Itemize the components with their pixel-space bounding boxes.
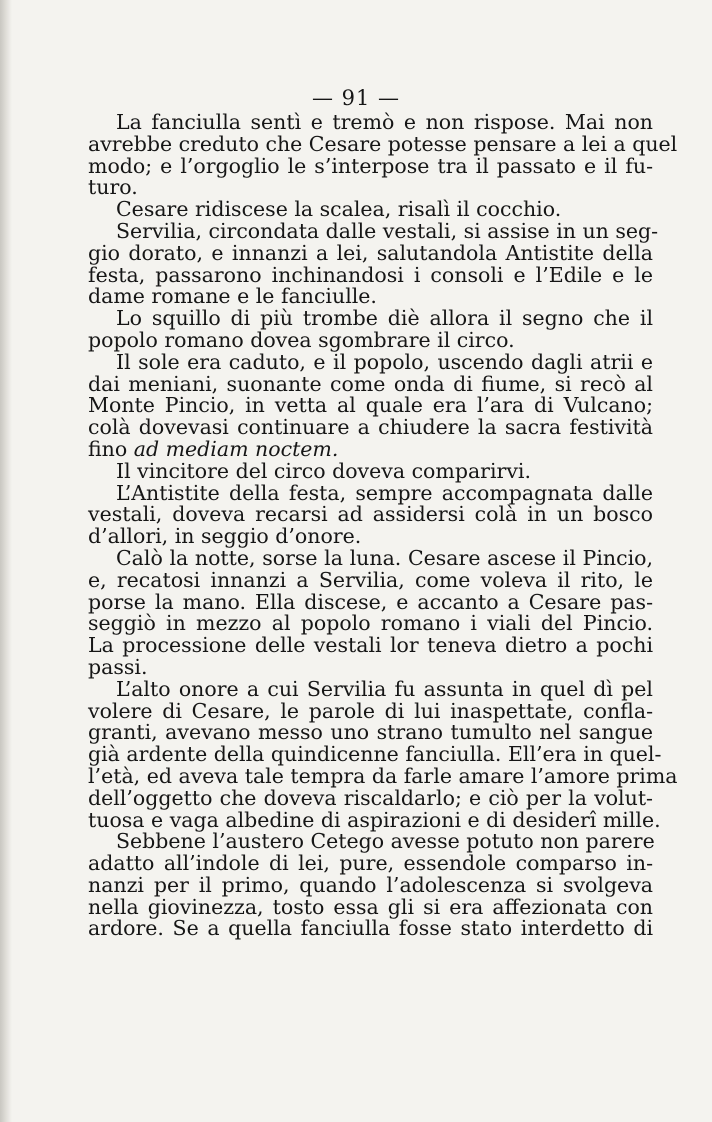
text-line [88,722,653,744]
text-line [88,262,653,287]
text-line [88,853,653,875]
text-line [88,308,653,330]
italic-phrase: ad mediam noctem. [133,436,339,461]
text-line-content: L’alto onore a cui Servilia fu assunta in quel dì pel [116,676,653,701]
text-line-content: turo. [88,175,138,200]
text-line [88,613,653,635]
text-line-content: d’allori, in seggio d’onore. [88,524,362,549]
text-line-content: Calò la notte, sorse la luna. Cesare ascese il Pincio, [116,545,653,570]
text-line-content: porse la mano. Ella discese, e accanto a Cesare pas- [88,589,653,614]
text-line-content: festa, passarono inchinandosi i consoli e l’Edile e le [88,262,653,287]
text-line-content: popolo romano dovea sgombrare il circo. [88,327,515,352]
body-text [88,110,678,941]
text-line-content: dell’oggetto che doveva riscaldarlo; e ciò per la volut- [88,785,653,810]
text-line-content: avrebbe creduto che Cesare potesse pensare a lei a quel [88,131,678,156]
text-line-content: Il vincitore del circo doveva comparirvi. [116,458,531,483]
text-line-content: volere di Cesare, le parole di lui inaspettate, confla- [88,698,653,723]
text-line [88,153,653,178]
text-line-content: Lo squillo di più trombe diè allora il segno che il [116,306,653,331]
text-line [88,199,653,221]
text-line [88,526,653,548]
text-line-content: nella giovinezza, tosto essa gli si era affezionata con [88,894,653,919]
text-line [88,286,653,308]
text-line [88,131,678,156]
text-line [88,918,653,940]
text-line [88,894,653,919]
text-line-content: tuosa e vaga albedine di aspirazioni e di desiderî mille. [88,807,661,832]
page-number: — 91 — [311,86,401,110]
text-line [88,327,653,352]
binding-edge [0,0,12,1122]
text-line-content: Monte Pincio, in vetta al quale era l’ara di Vulcano; [88,393,653,418]
text-line [88,177,653,199]
text-line [88,831,653,853]
text-line-content: l’età, ed aveva tale tempra da farle amare l’amore prima [88,763,678,788]
text-line [88,480,653,505]
text-line [88,635,653,657]
text-line [88,371,653,396]
text-line [88,112,653,134]
text-line-content: già ardente della quindicenne fanciulla. Ell’era in quel- [88,742,662,767]
text-line-content: La processione delle vestali lor teneva dietro a pochi [88,633,653,658]
text-line-content: gio dorato, e innanzi a lei, salutandola Antistite della [88,240,653,265]
text-line [88,504,653,526]
text-line-content: passi. [88,654,148,679]
text-line-content: dai meniani, suonante come onda di fiume, si recò al [88,371,653,396]
text-line-content: La fanciulla sentì e tremò e non rispose. Mai non [116,110,653,134]
text-line [88,417,653,439]
text-line-content: colà dovevasi continuare a chiudere la sacra festività [88,415,653,440]
text-line-content: fino [88,436,128,461]
text-line [88,545,653,570]
text-line-content: Servilia, circondata dalle vestali, si assise in un seg- [116,218,659,243]
text-line-content: seggiò in mezzo al popolo romano i viali del Pincio. [88,611,653,636]
text-line-content: nanzi per il primo, quando l’adolescenza si svolgeva [88,872,653,897]
text-line [88,589,653,614]
text-line [88,763,678,788]
text-line [88,785,653,810]
text-line-content: vestali, doveva recarsi ad assidersi colà in un bosco [88,502,653,527]
text-line [88,436,653,461]
text-line-content: adatto all’indole di lei, pure, essendole comparso in- [88,851,653,876]
text-line-content: Il sole era caduto, e il popolo, uscendo dagli atrii e [116,349,653,374]
text-line [88,872,653,897]
text-line-content: e, recatosi innanzi a Servilia, come voleva il rito, le [88,567,653,592]
text-line [88,218,659,243]
text-line [88,349,653,374]
text-line-content: dame romane e le fanciulle. [88,284,377,309]
text-line [88,240,653,265]
text-line-content: Cesare ridiscese la scalea, risalì il cocchio. [116,197,562,222]
text-line [88,676,653,701]
text-line [88,458,653,483]
text-line [88,698,653,723]
text-line-content: L’Antistite della festa, sempre accompagnata dalle [116,480,653,505]
text-line-content: modo; e l’orgoglio le s’interpose tra il passato e il fu- [88,153,653,178]
text-line [88,742,662,767]
text-line-content: Sebbene l’austero Cetego avesse potuto non parere [116,829,655,854]
text-line [88,395,653,417]
text-line [88,807,661,832]
text-line-content: ardore. Se a quella fanciulla fosse stato interdetto di [88,916,653,941]
text-line [88,567,653,592]
text-line [88,654,653,679]
text-line-content: granti, avevano messo uno strano tumulto nel sangue [88,720,653,745]
